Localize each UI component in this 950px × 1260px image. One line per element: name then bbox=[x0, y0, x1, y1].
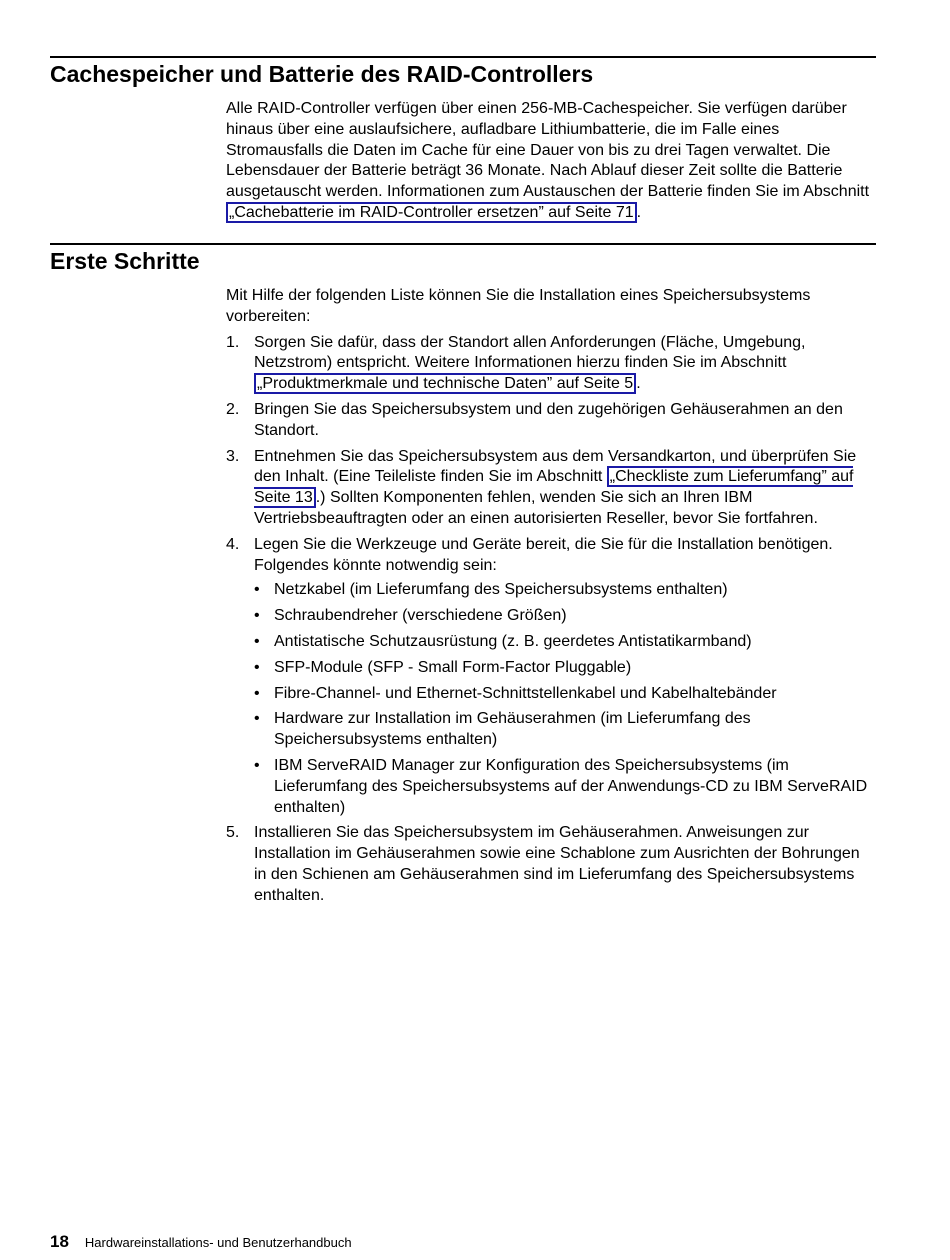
paragraph-cache bbox=[226, 99, 876, 224]
paragraph-cache-text: Alle RAID-Controller verfügen über einen 256-MB-Cachespeicher. Sie verfügen darüber hinaus über eine auslaufsichere, aufladbare Lithiumbatterie, die im Falle eines Stromausfalls die Daten im Cache für eine Dauer von bis zu drei Tagen verwaltet. Die Lebensdauer der Batterie beträgt 36 Monate. Nach Ablauf dieser Zeit sollte die Batterie ausgetauscht werden. Informationen zum Austauschen der Batterie finden Sie im Abschnitt bbox=[226, 100, 870, 201]
bullet-item bbox=[254, 756, 876, 818]
bullet-text: Schraubendreher (verschiedene Größen) bbox=[274, 607, 567, 625]
step-item bbox=[226, 535, 876, 819]
page-footer bbox=[50, 1232, 352, 1252]
section-body-erste-schritte bbox=[226, 286, 876, 907]
section-heading-cache: Cachespeicher und Batterie des RAID-Controllers bbox=[50, 61, 594, 87]
step-text: Sorgen Sie dafür, dass der Standort allen Anforderungen (Fläche, Umgebung, Netzstrom) entspricht. Weitere Informationen hierzu finden Sie im Abschnitt bbox=[254, 333, 806, 372]
bullet-glyph: • bbox=[254, 632, 260, 650]
bullet-text: Antistatische Schutzausrüstung (z. B. geerdetes Antistatikarmband) bbox=[274, 632, 752, 650]
section-heading-erste-schritte: Erste Schritte bbox=[50, 248, 200, 274]
bullet-glyph: • bbox=[254, 710, 260, 728]
step-text-end: . bbox=[636, 375, 641, 393]
section-rule-erste bbox=[50, 243, 876, 245]
bullet-item bbox=[254, 580, 876, 601]
step-item bbox=[226, 447, 876, 530]
step-text-end: .) Sollten Komponenten fehlen, wenden Sie sich an Ihren IBM Vertriebsbeauftragten oder an einen autorisierten Reseller, bevor Sie fortfahren. bbox=[254, 489, 818, 527]
step-number: 5. bbox=[226, 824, 240, 842]
bullet-text: Fibre-Channel- und Ethernet-Schnittstellenkabel und Kabelhaltebänder bbox=[274, 684, 777, 702]
section-rule-top bbox=[50, 56, 876, 58]
steps-list bbox=[226, 333, 876, 907]
bullet-text: SFP-Module (SFP - Small Form-Factor Pluggable) bbox=[274, 658, 632, 676]
step-number: 4. bbox=[226, 535, 240, 553]
bullet-item bbox=[254, 606, 876, 627]
step-number: 1. bbox=[226, 333, 240, 351]
tools-bullet-list bbox=[254, 580, 876, 818]
bullet-item bbox=[254, 632, 876, 653]
bullet-glyph: • bbox=[254, 684, 260, 702]
bullet-item bbox=[254, 709, 876, 751]
step-item bbox=[226, 823, 876, 906]
bullet-item bbox=[254, 684, 876, 705]
intro-paragraph: Mit Hilfe der folgenden Liste können Sie die Installation eines Speichersubsystems vorbereiten: bbox=[226, 287, 811, 325]
bullet-glyph: • bbox=[254, 756, 260, 774]
book-title: Hardwareinstallations- und Benutzerhandbuch bbox=[84, 1235, 352, 1250]
paragraph-cache-end: . bbox=[636, 203, 642, 221]
bullet-glyph: • bbox=[254, 607, 260, 625]
step-number: 2. bbox=[226, 400, 240, 418]
bullet-glyph: • bbox=[254, 581, 260, 599]
link-produktmerkmale[interactable]: „Produktmerkmale und technische Daten” auf Seite 5 bbox=[254, 373, 636, 394]
step-text: Legen Sie die Werkzeuge und Geräte bereit, die Sie für die Installation benötigen. Folgendes könnte notwendig sein: bbox=[254, 535, 833, 574]
bullet-text: Netzkabel (im Lieferumfang des Speichersubsystems enthalten) bbox=[274, 581, 728, 599]
step-text: Bringen Sie das Speichersubsystem und den zugehörigen Gehäuserahmen an den Standort. bbox=[254, 400, 843, 439]
step-number: 3. bbox=[226, 447, 240, 465]
link-checkliste[interactable]: „Checkliste zum Lieferumfang” auf Seite 13 bbox=[254, 468, 854, 507]
step-text: Installieren Sie das Speichersubsystem im Gehäuserahmen. Anweisungen zur Installation im Gehäuserahmen sowie eine Schablone zum Ausrichten der Bohrungen in den Schienen am Gehäuserahmen sind im Lieferumfang des Speichersubsystems enthalten. bbox=[254, 824, 860, 904]
bullet-glyph: • bbox=[254, 658, 260, 676]
step-text: Entnehmen Sie das Speichersubsystem aus dem Versandkarton, und überprüfen Sie den Inhalt. (Eine Teileliste finden Sie im Abschnitt bbox=[254, 447, 857, 486]
step-item bbox=[226, 400, 876, 442]
section-body-cache bbox=[226, 99, 876, 224]
step-item bbox=[226, 333, 876, 395]
page-number: 18 bbox=[50, 1232, 69, 1251]
link-cachebatterie[interactable]: „Cachebatterie im RAID-Controller ersetzen” auf Seite 71 bbox=[226, 202, 637, 223]
bullet-text: Hardware zur Installation im Gehäuserahmen (im Lieferumfang des Speichersubsystems enthalten) bbox=[274, 710, 751, 749]
bullet-item bbox=[254, 658, 876, 679]
bullet-text: IBM ServeRAID Manager zur Konfiguration des Speichersubsystems (im Lieferumfang des Speichersubsystems auf der Anwendungs-CD zu IBM ServeRAID enthalten) bbox=[274, 756, 868, 816]
